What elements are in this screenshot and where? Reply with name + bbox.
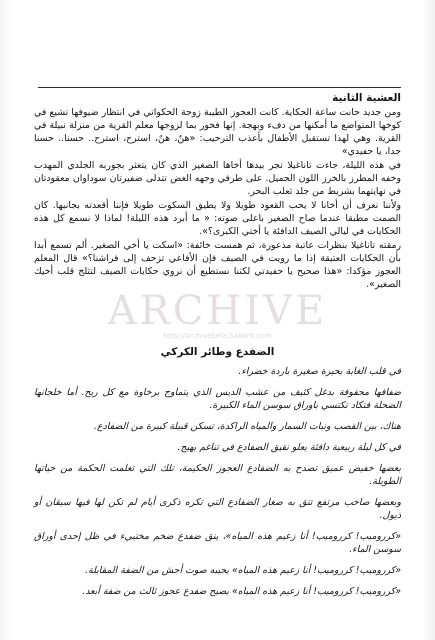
story-line-9: «كرروميب! كرروميب! أنا زعيم هذه المياه» يصيح ضفدع عجوز ثالث من ضفة أبعد.: [82, 586, 401, 597]
story-line-4: في كل ليلة ربيعية دافئة يعلو نقيق الضفادع في تناغم بهيج.: [177, 442, 401, 453]
archive-watermark: ARCHIVE: [107, 288, 328, 334]
section-content: [34, 92, 401, 292]
story-line-8: «كرروميب! كرروميب! أنا زعيم هذه المياه» يجيبه صوت أجش من الضفة المقابلة.: [85, 565, 401, 576]
story-line-3: هناك، بين القصب ونبات السمار والمياه الراكدة، تسكن قبيلة كبيرة من الضفادع.: [94, 421, 401, 432]
story-title: الضفدع وطائر الكركي: [160, 346, 275, 358]
story-line-7: «كرروميب! كرروميب! أنا زعيم هذه المياه»، ينق ضفدع ضخم مختبيء في ظل إحدى أوراق سوسن الماء.: [34, 531, 401, 555]
paragraph-2: في هذه الليلة، جاءت تاناغيلا تجر بيدها أخاها الصغير الذي كان يتعثر بجوربه الجلدي المهدب وخفه المطرز بالخرز اللون الجميل. على طرفي وجهه الغض تتدلى ضفيرتان سوداوان معقودتان في نهايتهما بشريط من جلد ثعلب البحر.: [34, 160, 401, 197]
story-line-5: بعضها خفيض عميق تصدح به الضفادع العجوز الحكيمة، تلك التي تعلمت الحكمة من حياتها الطويلة.: [34, 463, 401, 487]
top-rule: [38, 87, 401, 88]
story-line-1: في قلب الغابة بحيرة صغيرة باردة خضراء.: [238, 366, 401, 377]
story-line-6: وبعضها صاخب مرتفع تنق به صغار الضفادع التي تكره ذكرى أيام لم تكن لها فيها سيقان أو ذيول.: [34, 497, 401, 521]
story-line-2: ضفافها محفوفة بدغل كثيف من عشب الديس الذي يتماوج برخاوة مع كل ريح. أما خلجانها الضحلة فتكاد تكتسي باوراق سوسن الماء الكبيرة.: [34, 387, 401, 411]
archive-watermark-url: http://Archivebeta.Sakhrit.com: [163, 332, 272, 340]
paragraph-3: ولأننا نعرف أن أخانا لا يحب القعود طويلا ولا يطيق السكوت طويلا فإننا أقعدته بجانبها. كان الصمت مطبقا عندما صاح الصغير باعلى صوته: « ما أبرد هذه الليلة! لماذا لا نسمع كل هذه الحكايات في ليالي الصيف الدافئة يا أختي الكبرى؟».: [34, 200, 401, 237]
paragraph-4: رمقته تاناغيلا بنظرات عاتبة مذعورة، ثم همست خائفة: «اسكت يا أخي الصغير. ألم تسمع أبدا بأن الحكايات العتيقة إذا ما رويت في الصيف فإن الأفاعي تزحف إلى فراشنا؟» قال المعلم العجوز مؤكدا: «هذا صحيح يا حفيدتي لكننا نستطيع أن نروي حكايات الصيف لتثلج قلب أخيك الصغير».: [34, 240, 401, 290]
story-content: [34, 346, 401, 606]
section-heading: العشية الثانية: [332, 92, 401, 104]
paragraph-1: ومن جديد حانت ساعة الحكاية. كانت العجوز الطيبة زوجة الحكواتي في انتظار ضيوفها تشيع في كوخها المتواضع ما أمكنها من دفء وبهجة. إنها فخور بما لزوجها معلم القرية من منزلة نبيلة في القرية. وهي لهذا تستقبل الأطفال بأعذب الترحيب: «هنٌ، هنٌ، استرح، استرح.. حسنا.. حسنا جدا، يا حفيدي»: [34, 107, 401, 157]
